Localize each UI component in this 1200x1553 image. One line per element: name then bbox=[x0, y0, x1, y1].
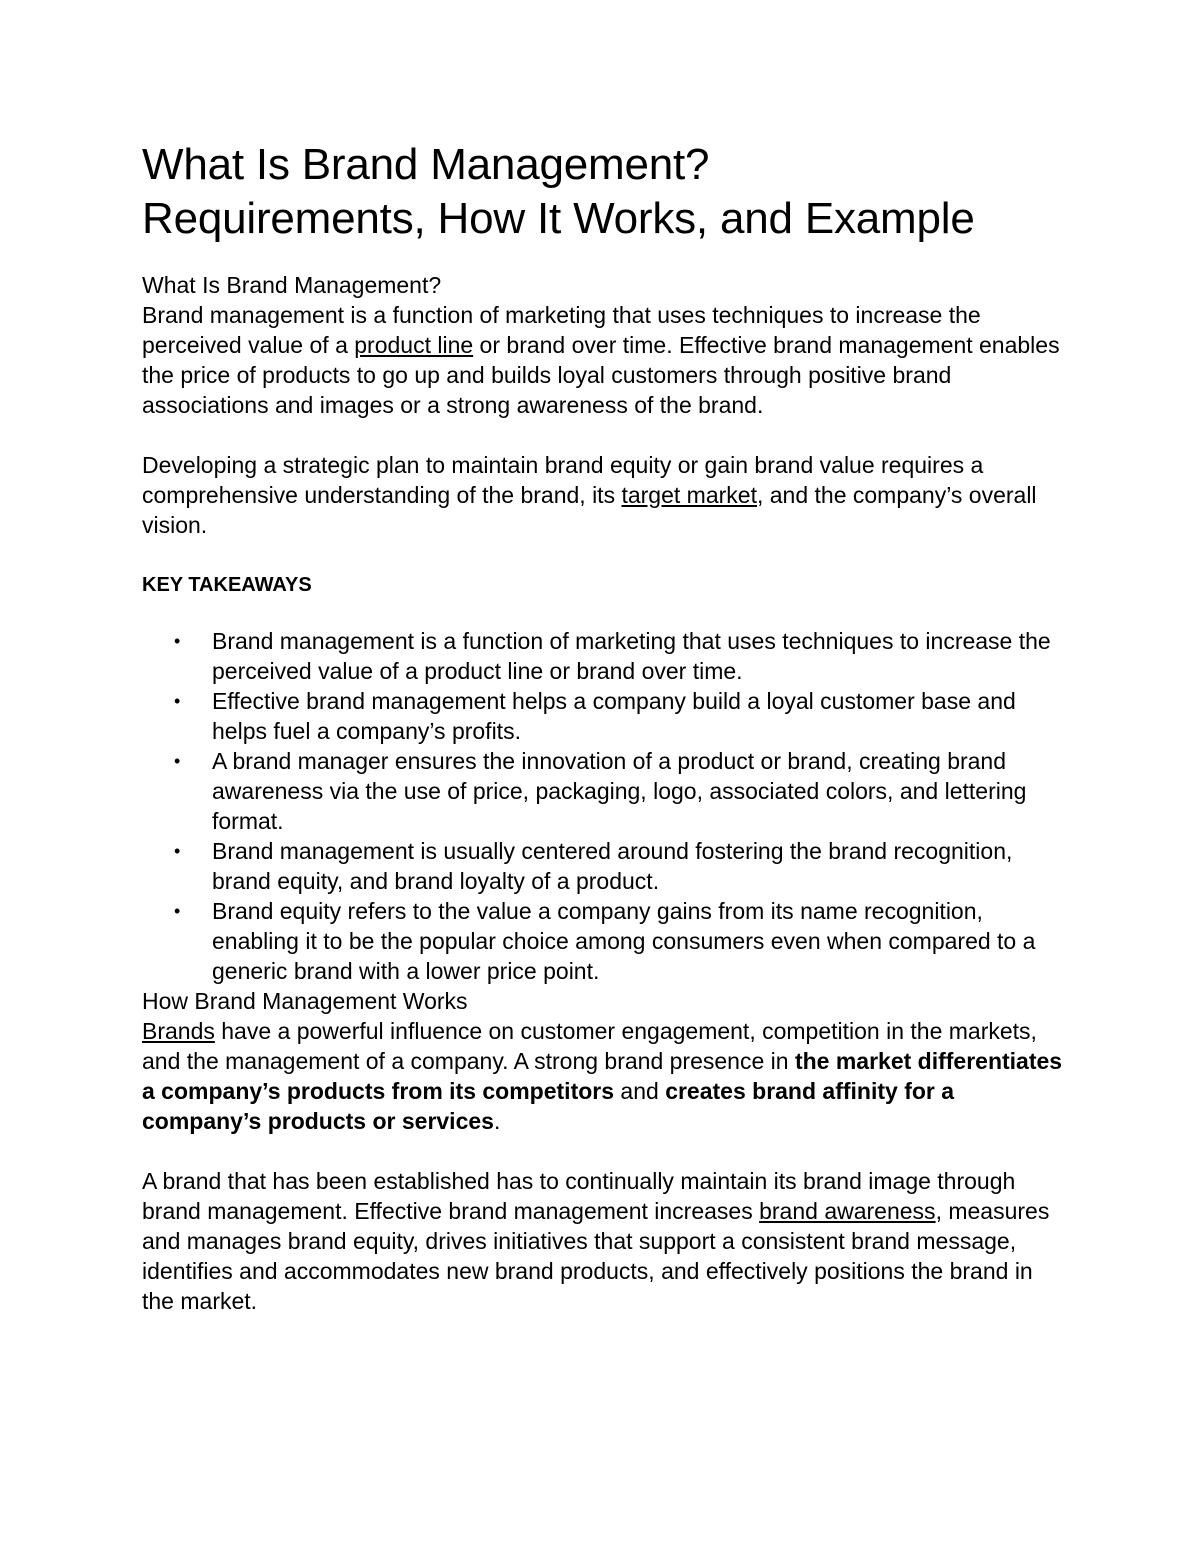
brands-bold-1: the market differentiates a company’s products from its competitors bbox=[142, 1048, 1063, 1104]
target-market-link[interactable]: target market bbox=[621, 482, 757, 508]
takeaway-item bbox=[174, 836, 1067, 896]
takeaway-item bbox=[174, 626, 1067, 686]
takeaway-text: Effective brand management helps a company build a loyal customer base and helps fuel a company’s profits. bbox=[212, 688, 1016, 744]
brands-link[interactable]: Brands bbox=[142, 1018, 215, 1044]
established-text-1: A brand that has been established has to continually maintain its brand image through brand management. Effective brand management increases bbox=[142, 1168, 1016, 1224]
title-line-1: What Is Brand Management? bbox=[142, 140, 710, 189]
intro-text-2: or brand over time. Effective brand management enables the price of products to go up and builds loyal customers through positive brand associations and images or a strong awareness of the brand. bbox=[142, 332, 1060, 418]
brands-text-3: . bbox=[493, 1108, 501, 1134]
established-brand-paragraph bbox=[142, 1166, 1067, 1316]
paragraph-gap bbox=[142, 1136, 1067, 1166]
brands-text-1: have a powerful influence on customer engagement, competition in the markets, and the management of a company. A strong brand presence in bbox=[142, 1018, 1037, 1074]
takeaway-text: Brand management is usually centered around fostering the brand recognition, brand equity, and brand loyalty of a product. bbox=[212, 838, 1013, 894]
brands-influence-paragraph bbox=[142, 1016, 1067, 1136]
strategic-text-2: , and the company’s overall vision. bbox=[142, 482, 1037, 538]
intro-text-1: Brand management is a function of marketing that uses techniques to increase the perceived value of a bbox=[142, 302, 981, 358]
bullet-icon: • bbox=[174, 691, 181, 711]
section-subhead-how-it-works: How Brand Management Works bbox=[142, 988, 468, 1014]
intro-paragraph bbox=[142, 300, 1067, 420]
paragraph-gap bbox=[142, 540, 1067, 570]
takeaway-item bbox=[174, 686, 1067, 746]
strategic-text-1: Developing a strategic plan to maintain brand equity or gain brand value requires a comprehensive understanding of the brand, its bbox=[142, 452, 984, 508]
document-title bbox=[142, 138, 1067, 246]
takeaway-text: Brand management is a function of marketing that uses techniques to increase the perceived value of a product line or brand over time. bbox=[212, 628, 1051, 684]
bullet-icon: • bbox=[174, 901, 181, 921]
product-line-link[interactable]: product line bbox=[354, 332, 474, 358]
brands-text-2: and bbox=[614, 1078, 666, 1104]
takeaway-item bbox=[174, 746, 1067, 836]
established-text-2: , measures and manages brand equity, drives initiatives that support a consistent brand message, identifies and accommodates new brand products, and effectively positions the brand in the market. bbox=[142, 1198, 1050, 1314]
takeaway-text: Brand equity refers to the value a company gains from its name recognition, enabling it to be the popular choice among consumers even when compared to a generic brand with a lower price point. bbox=[212, 898, 1036, 984]
bullet-icon: • bbox=[174, 841, 181, 861]
paragraph-gap bbox=[142, 420, 1067, 450]
key-takeaways-list bbox=[142, 626, 1067, 986]
document-page bbox=[142, 138, 1067, 1316]
takeaway-item bbox=[174, 896, 1067, 986]
bullet-icon: • bbox=[174, 751, 181, 771]
brand-awareness-link[interactable]: brand awareness bbox=[759, 1198, 936, 1224]
key-takeaways-heading: KEY TAKEAWAYS bbox=[142, 574, 312, 596]
brands-bold-2: creates brand affinity for a company’s products or services bbox=[142, 1078, 955, 1134]
title-line-2: Requirements, How It Works, and Example bbox=[142, 194, 975, 243]
strategic-plan-paragraph bbox=[142, 450, 1067, 540]
section-subhead-what-is: What Is Brand Management? bbox=[142, 272, 442, 298]
takeaway-text: A brand manager ensures the innovation of a product or brand, creating brand awareness via the use of price, packaging, logo, associated colors, and lettering format. bbox=[212, 748, 1027, 834]
bullet-icon: • bbox=[174, 631, 181, 651]
